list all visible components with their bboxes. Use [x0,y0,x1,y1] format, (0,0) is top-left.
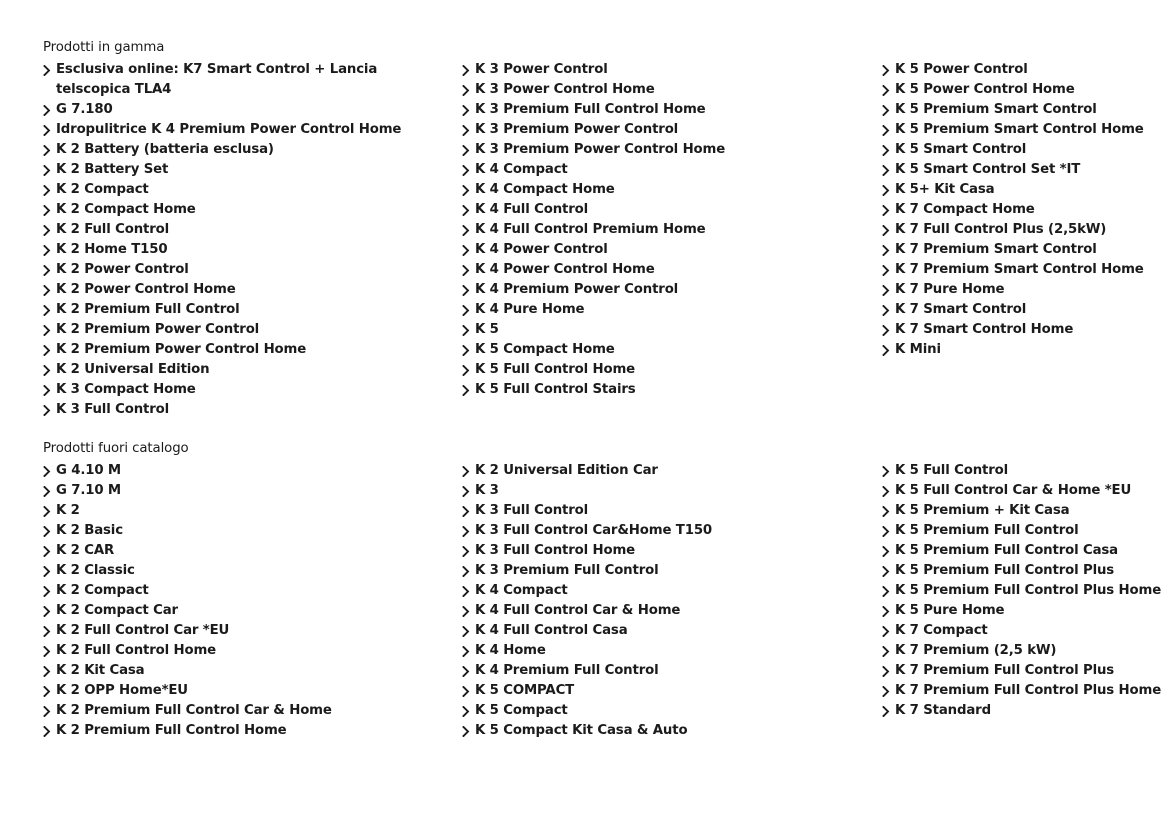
product-link[interactable] [882,100,1162,120]
chevron-right-icon [462,681,475,701]
product-link-label[interactable]: K 2 Premium Full Control [56,302,240,317]
product-link[interactable] [462,501,842,521]
product-link[interactable] [462,100,842,120]
product-link[interactable] [462,260,842,280]
product-link-label[interactable]: K 2 [56,503,80,518]
chevron-right-icon [462,220,475,240]
product-link[interactable] [462,340,842,360]
chevron-right-icon [882,140,895,160]
product-link[interactable] [882,481,1162,501]
product-link-label[interactable]: K 7 Standard [895,703,991,718]
product-link[interactable] [882,601,1162,621]
chevron-right-icon [462,721,475,741]
product-link[interactable] [882,60,1162,80]
product-link[interactable] [462,481,842,501]
product-link[interactable] [882,300,1162,320]
chevron-right-icon [462,320,475,340]
product-link[interactable] [462,80,842,100]
product-link[interactable] [43,721,423,741]
product-link-label[interactable]: K 2 OPP Home*EU [56,683,188,698]
product-link[interactable] [462,160,842,180]
product-link[interactable] [43,160,423,180]
product-link-label[interactable]: K 2 Full Control Car *EU [56,623,230,638]
product-link-label[interactable]: K 3 Power Control [475,62,608,77]
product-link-label[interactable]: K 4 Compact Home [475,182,615,197]
product-link[interactable] [882,260,1162,280]
product-link-label[interactable]: K 2 Home T150 [56,242,168,257]
product-link[interactable] [43,501,423,521]
chevron-right-icon [43,120,56,140]
product-link-label[interactable]: K 7 Premium Full Control Plus Home [895,683,1162,698]
product-link[interactable] [43,120,423,140]
product-link[interactable] [462,180,842,200]
product-link-label[interactable]: K 3 Compact Home [56,382,196,397]
product-link-label[interactable]: K 3 Power Control Home [475,82,655,97]
product-link[interactable] [43,701,423,721]
product-link[interactable] [43,541,423,561]
product-link-label[interactable]: K 2 Battery (batteria esclusa) [56,142,274,157]
chevron-right-icon [43,581,56,601]
product-link[interactable] [43,481,423,501]
product-link-label[interactable]: K 5+ Kit Casa [895,182,995,197]
product-link[interactable] [462,300,842,320]
product-link-label[interactable]: K 2 CAR [56,543,115,558]
product-link-label[interactable]: K 2 Premium Power Control [56,322,260,337]
chevron-right-icon [462,360,475,380]
product-link-label[interactable]: K 7 Full Control Plus (2,5kW) [895,222,1107,237]
chevron-right-icon [882,601,895,621]
product-link-label[interactable]: G 4.10 M [56,463,122,478]
chevron-right-icon [462,380,475,400]
product-link-label[interactable]: K 2 Compact [56,583,149,598]
product-link-label[interactable]: K 5 Full Control Car & Home *EU [895,483,1132,498]
chevron-right-icon [882,220,895,240]
product-link-label[interactable]: K 5 Power Control [895,62,1028,77]
product-link[interactable] [43,621,423,641]
chevron-right-icon [882,501,895,521]
product-link[interactable] [43,641,423,661]
chevron-right-icon [43,521,56,541]
product-link-label[interactable]: K 5 Pure Home [895,603,1005,618]
product-link-label[interactable]: K 2 Universal Edition Car [475,463,658,478]
chevron-right-icon [462,180,475,200]
product-link[interactable] [462,120,842,140]
product-link[interactable] [43,220,423,240]
section-title: Prodotti in gamma [43,40,165,55]
product-link[interactable] [43,60,423,100]
product-link-label[interactable]: K 3 Premium Power Control Home [475,142,726,157]
product-link-label[interactable]: G 7.10 M [56,483,122,498]
product-link-label[interactable]: K 7 Premium Full Control Plus [895,663,1115,678]
chevron-right-icon [43,200,56,220]
product-link-label[interactable]: K 5 Premium Full Control Plus [895,563,1115,578]
product-link[interactable] [882,320,1162,340]
chevron-right-icon [462,80,475,100]
product-link[interactable] [43,561,423,581]
chevron-right-icon [882,120,895,140]
product-link-label[interactable]: K 5 Full Control [895,463,1009,478]
product-link-label[interactable]: K 2 Battery Set [56,162,169,177]
product-link-label[interactable]: K 5 Premium Full Control [895,523,1079,538]
product-link-label[interactable]: K 5 Premium Full Control Casa [895,543,1118,558]
product-link-label[interactable]: K 5 Power Control Home [895,82,1075,97]
section-prodotti-fuori-catalogo [43,439,1163,821]
product-link-label[interactable]: K 5 Smart Control Set *IT [895,162,1081,177]
product-link-label[interactable]: Idropulitrice K 4 Premium Power Control Home [56,122,402,137]
chevron-right-icon [462,641,475,661]
product-link[interactable] [43,581,423,601]
product-link[interactable] [462,60,842,80]
product-link[interactable] [43,360,423,380]
product-link-label[interactable]: K 5 Compact [475,703,568,718]
chevron-right-icon [43,501,56,521]
chevron-right-icon [462,340,475,360]
chevron-right-icon [462,581,475,601]
product-link-label[interactable]: K 4 Power Control [475,242,608,257]
product-link[interactable] [43,681,423,701]
chevron-right-icon [43,681,56,701]
chevron-right-icon [462,300,475,320]
chevron-right-icon [462,260,475,280]
product-link[interactable] [43,320,423,340]
product-link[interactable] [882,160,1162,180]
chevron-right-icon [462,100,475,120]
chevron-right-icon [43,60,56,80]
product-link-label[interactable]: K 5 Premium Smart Control Home [895,122,1144,137]
product-link[interactable] [462,200,842,220]
product-link[interactable] [462,621,842,641]
product-list-column-2 [462,60,842,400]
chevron-right-icon [882,481,895,501]
chevron-right-icon [462,501,475,521]
product-link[interactable] [882,220,1162,240]
product-link-label[interactable]: K 4 Home [475,643,546,658]
product-link-label[interactable]: K 7 Smart Control [895,302,1027,317]
chevron-right-icon [462,541,475,561]
product-link-label[interactable]: K 5 Compact Kit Casa & Auto [475,723,688,738]
product-link[interactable] [462,240,842,260]
chevron-right-icon [882,521,895,541]
chevron-right-icon [882,681,895,701]
chevron-right-icon [462,601,475,621]
chevron-right-icon [43,280,56,300]
product-link-label[interactable]: K 4 Full Control Premium Home [475,222,706,237]
product-link[interactable] [462,641,842,661]
product-link[interactable] [43,661,423,681]
product-link[interactable] [462,661,842,681]
chevron-right-icon [882,80,895,100]
chevron-right-icon [462,280,475,300]
chevron-right-icon [882,641,895,661]
chevron-right-icon [43,240,56,260]
chevron-right-icon [882,60,895,80]
product-link[interactable] [882,240,1162,260]
chevron-right-icon [43,220,56,240]
product-link-label[interactable]: K 5 Premium Smart Control [895,102,1097,117]
product-link[interactable] [882,581,1162,601]
product-link[interactable] [43,400,423,420]
chevron-right-icon [43,541,56,561]
product-link-label[interactable]: K 5 COMPACT [475,683,575,698]
product-link-label[interactable]: K 2 Compact [56,182,149,197]
product-link-label[interactable]: K 7 Compact Home [895,202,1035,217]
chevron-right-icon [882,701,895,721]
chevron-right-icon [462,140,475,160]
product-list-column-1 [43,461,423,741]
product-link-label[interactable]: K 3 Premium Full Control Home [475,102,706,117]
product-list-column-3 [882,60,1162,360]
chevron-right-icon [882,320,895,340]
chevron-right-icon [882,661,895,681]
product-link[interactable] [462,521,842,541]
product-link[interactable] [43,260,423,280]
product-link-label[interactable]: K 4 Full Control Car & Home [475,603,681,618]
chevron-right-icon [882,340,895,360]
chevron-right-icon [43,380,56,400]
product-link[interactable] [43,340,423,360]
product-link[interactable] [462,701,842,721]
product-link[interactable] [462,721,842,741]
product-link[interactable] [882,140,1162,160]
product-link-label[interactable]: K 2 Compact Car [56,603,178,618]
product-columns [43,461,1163,821]
chevron-right-icon [462,661,475,681]
chevron-right-icon [882,561,895,581]
product-link-label[interactable]: K 4 Full Control [475,202,589,217]
product-link[interactable] [462,681,842,701]
product-list-column-2 [462,461,842,741]
product-link[interactable] [462,140,842,160]
product-link[interactable] [882,120,1162,140]
chevron-right-icon [462,120,475,140]
product-link-label[interactable]: G 7.180 [56,102,113,117]
product-link[interactable] [462,461,842,481]
chevron-right-icon [462,60,475,80]
product-link-label[interactable]: K 7 Smart Control Home [895,322,1074,337]
product-link-label[interactable]: K 3 Premium Power Control [475,122,679,137]
product-link-label[interactable]: K Mini [895,342,941,357]
product-link-label[interactable]: K 5 Compact Home [475,342,615,357]
chevron-right-icon [462,481,475,501]
product-link[interactable] [462,380,842,400]
chevron-right-icon [43,140,56,160]
product-link-label[interactable]: K 3 Full Control Car&Home T150 [475,523,713,538]
product-link[interactable] [462,581,842,601]
chevron-right-icon [43,160,56,180]
product-link[interactable] [462,360,842,380]
chevron-right-icon [882,541,895,561]
chevron-right-icon [43,601,56,621]
chevron-right-icon [882,100,895,120]
chevron-right-icon [43,641,56,661]
product-link[interactable] [462,601,842,621]
chevron-right-icon [43,481,56,501]
product-link-label[interactable]: K 3 Full Control [56,402,170,417]
product-link[interactable] [43,601,423,621]
product-link[interactable] [43,461,423,481]
product-link-label[interactable]: K 4 Compact [475,162,568,177]
product-link[interactable] [462,541,842,561]
chevron-right-icon [882,160,895,180]
product-link-label[interactable]: K 2 Full Control [56,222,170,237]
product-link[interactable] [462,320,842,340]
chevron-right-icon [462,200,475,220]
product-link-label[interactable]: K 2 Basic [56,523,123,538]
chevron-right-icon [882,581,895,601]
chevron-right-icon [43,340,56,360]
product-link-label[interactable]: K 7 Premium (2,5 kW) [895,643,1057,658]
product-link-label[interactable]: K 2 Kit Casa [56,663,145,678]
chevron-right-icon [43,300,56,320]
chevron-right-icon [43,320,56,340]
chevron-right-icon [882,461,895,481]
product-link-label[interactable]: K 2 Premium Power Control Home [56,342,307,357]
product-link-label[interactable]: K 5 Full Control Home [475,362,636,377]
section-prodotti-in-gamma [43,38,1163,420]
chevron-right-icon [882,240,895,260]
chevron-right-icon [882,280,895,300]
chevron-right-icon [462,561,475,581]
product-link[interactable] [882,681,1162,701]
product-link-label[interactable]: K 5 Premium + Kit Casa [895,503,1070,518]
chevron-right-icon [43,661,56,681]
chevron-right-icon [43,180,56,200]
chevron-right-icon [882,180,895,200]
product-link[interactable] [43,140,423,160]
product-link[interactable] [882,701,1162,721]
chevron-right-icon [43,100,56,120]
product-link[interactable] [882,200,1162,220]
chevron-right-icon [43,400,56,420]
product-link-label[interactable]: K 2 Power Control Home [56,282,236,297]
chevron-right-icon [462,160,475,180]
product-link-label[interactable]: K 2 Premium Full Control Home [56,723,287,738]
product-link[interactable] [43,521,423,541]
chevron-right-icon [462,461,475,481]
product-link[interactable] [882,521,1162,541]
product-link-label[interactable]: K 2 Power Control [56,262,189,277]
product-link[interactable] [43,300,423,320]
product-link[interactable] [43,200,423,220]
chevron-right-icon [43,721,56,741]
product-link-label[interactable]: K 7 Pure Home [895,282,1005,297]
product-link-label[interactable]: K 7 Premium Smart Control Home [895,262,1144,277]
product-link-label[interactable]: Esclusiva online: K7 Smart Control + Lancia telscopica TLA4 [56,62,378,97]
product-link-label[interactable]: K 2 Classic [56,563,135,578]
product-link[interactable] [882,280,1162,300]
product-link[interactable] [462,561,842,581]
product-link[interactable] [882,340,1162,360]
product-link[interactable] [882,641,1162,661]
product-link-label[interactable]: K 4 Premium Full Control [475,663,659,678]
chevron-right-icon [43,360,56,380]
product-list-column-3 [882,461,1162,721]
product-link-label[interactable]: K 7 Premium Smart Control [895,242,1097,257]
product-link[interactable] [882,661,1162,681]
product-link-label[interactable]: K 2 Universal Edition [56,362,210,377]
product-link-label[interactable]: K 2 Full Control Home [56,643,217,658]
product-link[interactable] [43,280,423,300]
product-link-label[interactable]: K 4 Premium Power Control [475,282,679,297]
product-columns [43,60,1163,420]
product-link[interactable] [882,501,1162,521]
product-link-label[interactable]: K 4 Power Control Home [475,262,655,277]
chevron-right-icon [43,561,56,581]
chevron-right-icon [462,521,475,541]
product-link-label[interactable]: K 5 Smart Control [895,142,1027,157]
product-link[interactable] [882,180,1162,200]
product-link[interactable] [882,80,1162,100]
chevron-right-icon [43,621,56,641]
product-link-label[interactable]: K 5 [475,322,499,337]
product-link[interactable] [43,180,423,200]
product-link-label[interactable]: K 4 Pure Home [475,302,585,317]
product-link-label[interactable]: K 4 Compact [475,583,568,598]
product-link-label[interactable]: K 2 Premium Full Control Car & Home [56,703,332,718]
product-link-label[interactable]: K 3 [475,483,499,498]
section-title: Prodotti fuori catalogo [43,441,189,456]
product-link-label[interactable]: K 5 Premium Full Control Plus Home [895,583,1162,598]
chevron-right-icon [462,621,475,641]
product-link-label[interactable]: K 3 Full Control Home [475,543,636,558]
product-link[interactable] [462,280,842,300]
product-link[interactable] [882,541,1162,561]
product-link-label[interactable]: K 2 Compact Home [56,202,196,217]
chevron-right-icon [882,621,895,641]
product-link-label[interactable]: K 3 Premium Full Control [475,563,659,578]
chevron-right-icon [43,461,56,481]
chevron-right-icon [43,260,56,280]
product-link[interactable] [43,380,423,400]
chevron-right-icon [43,701,56,721]
product-link-label[interactable]: K 7 Compact [895,623,988,638]
chevron-right-icon [462,240,475,260]
product-link[interactable] [882,561,1162,581]
product-link[interactable] [43,240,423,260]
chevron-right-icon [882,300,895,320]
chevron-right-icon [462,701,475,721]
product-link-label[interactable]: K 5 Full Control Stairs [475,382,636,397]
product-link[interactable] [882,461,1162,481]
product-link[interactable] [462,220,842,240]
product-link-label[interactable]: K 3 Full Control [475,503,589,518]
product-list-column-1 [43,60,423,420]
chevron-right-icon [882,260,895,280]
product-link-label[interactable]: K 4 Full Control Casa [475,623,628,638]
product-link[interactable] [43,100,423,120]
chevron-right-icon [882,200,895,220]
product-link[interactable] [882,621,1162,641]
